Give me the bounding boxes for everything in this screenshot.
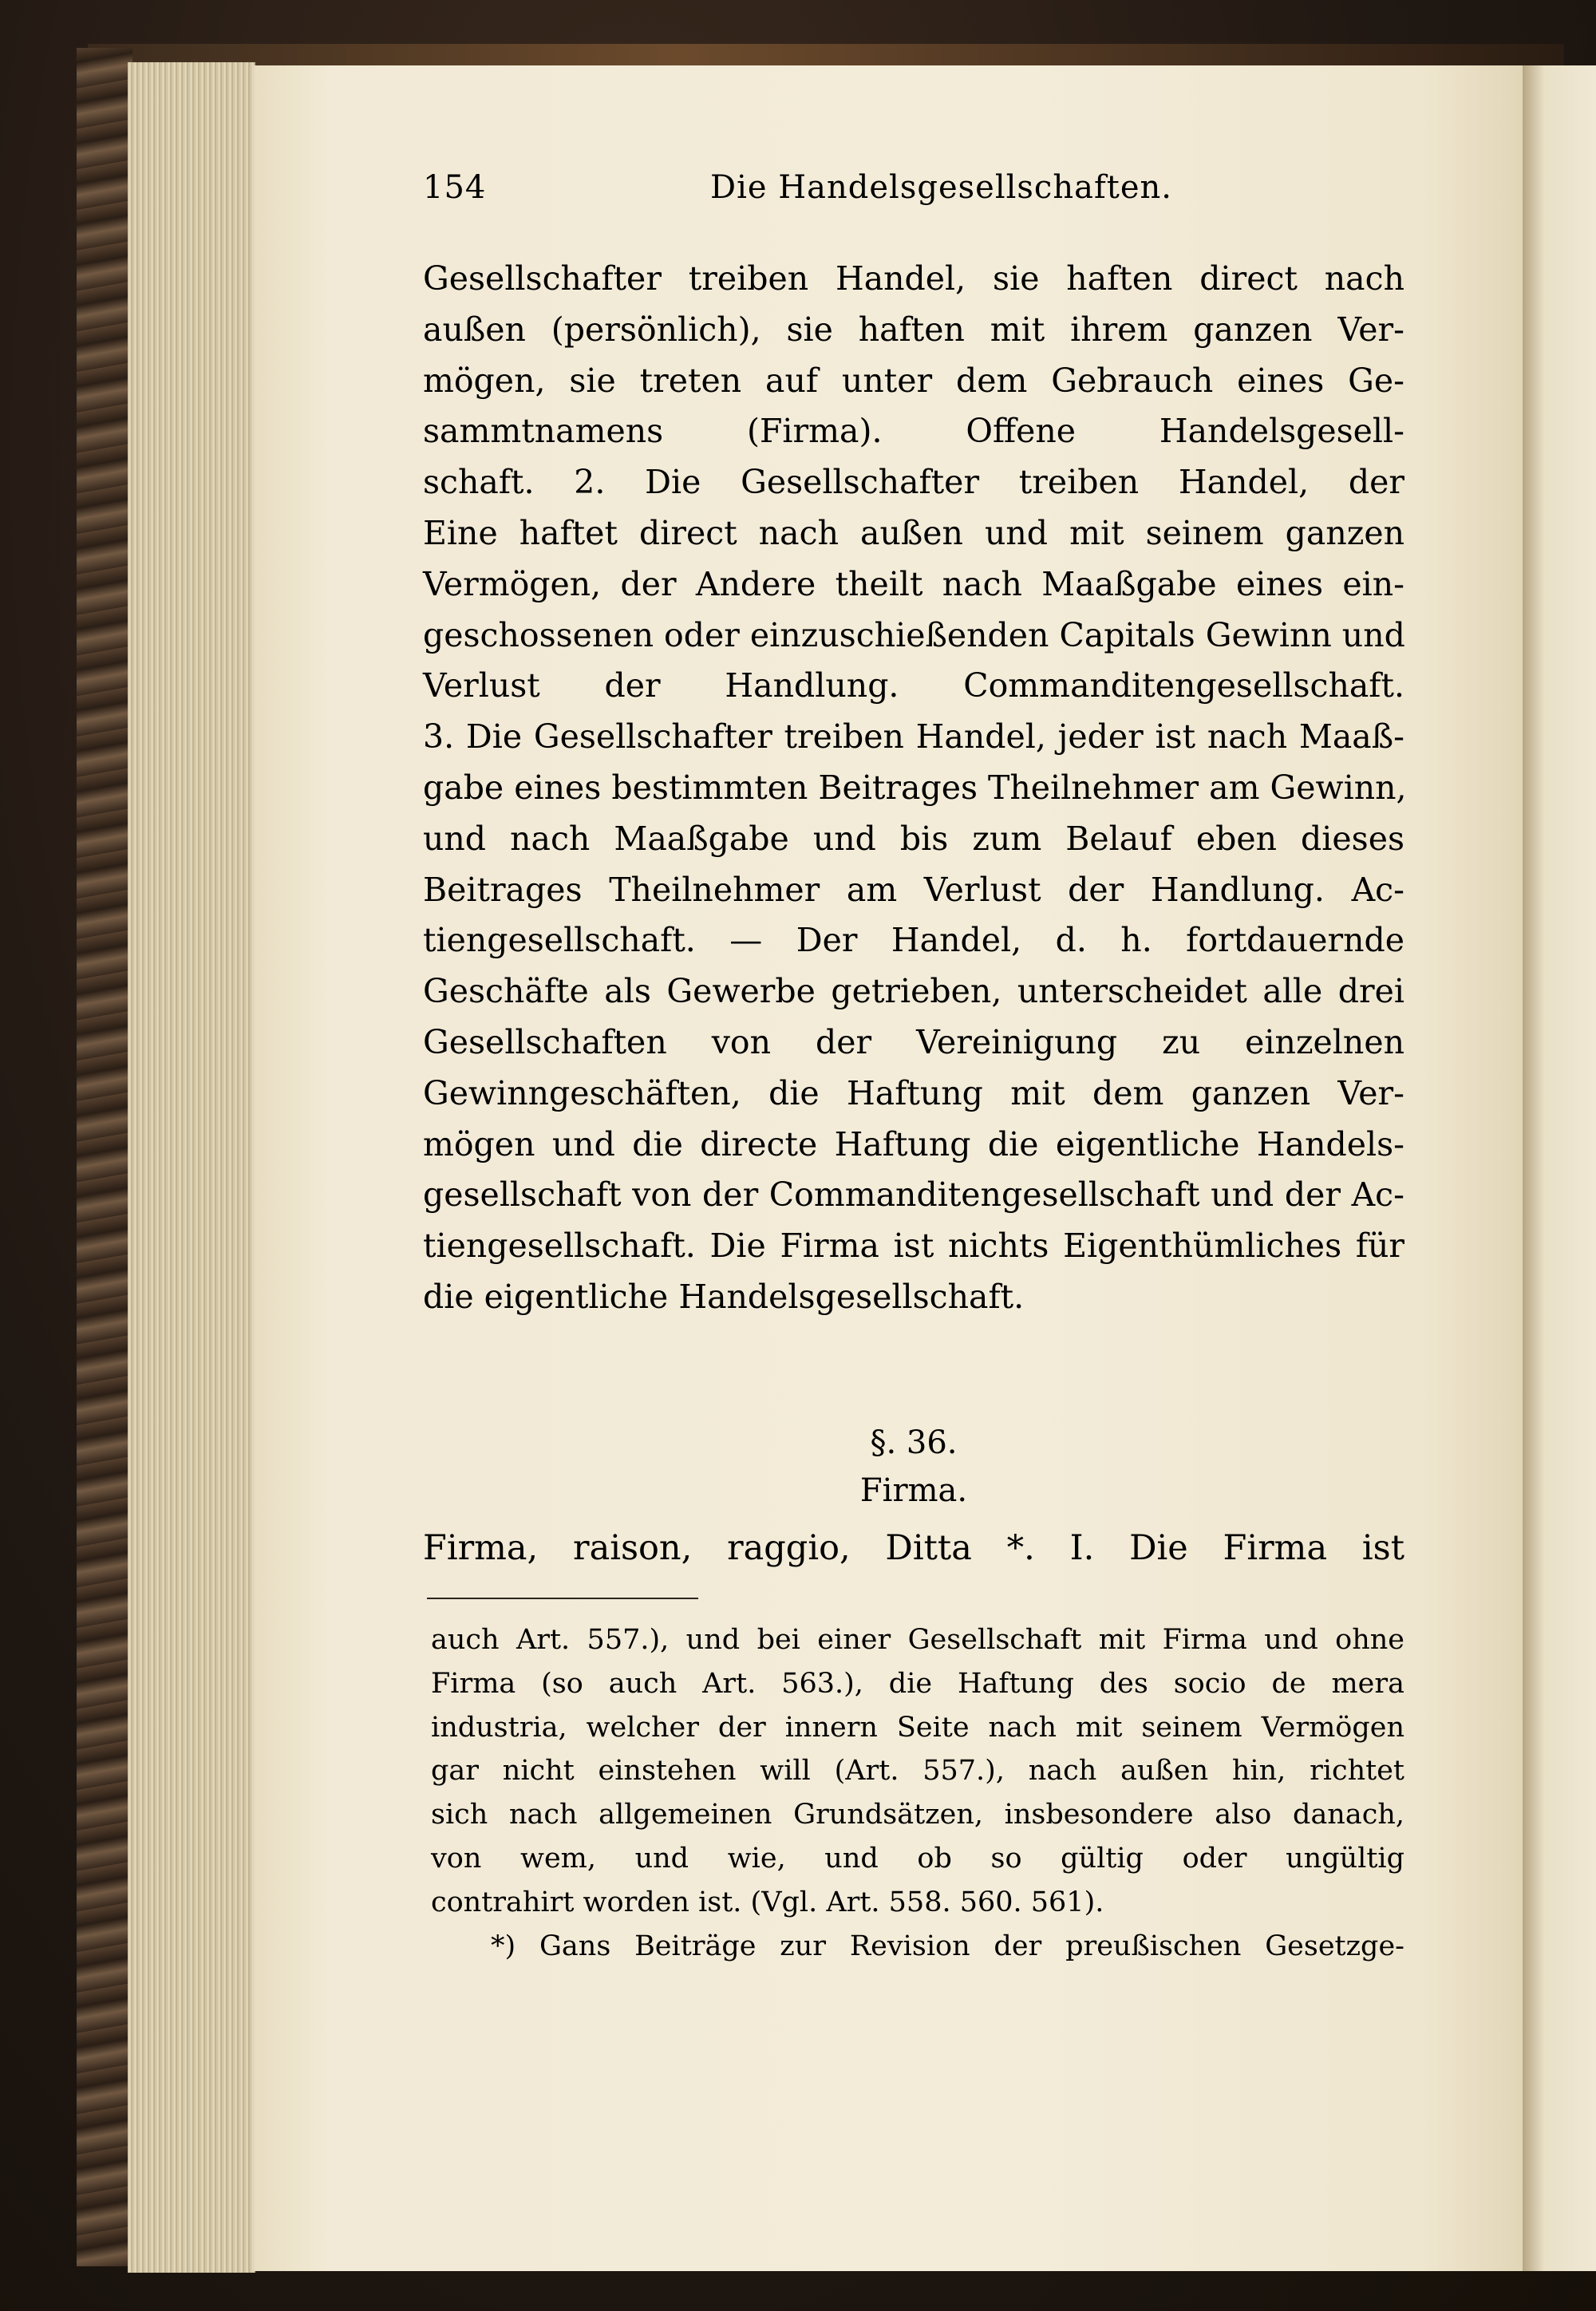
- text-line: geschossenen oder einzuschießenden Capitals Gewinn und: [423, 615, 1405, 654]
- running-head: [423, 169, 1404, 217]
- text-line: Eine haftet direct nach außen und mit seinem ganzen: [423, 513, 1404, 552]
- footnote-line: industria, welcher der innern Seite nach mit seinem Vermögen: [431, 1711, 1404, 1744]
- footnote-line: gar nicht einstehen will (Art. 557.), nach außen hin, richtet: [431, 1755, 1404, 1788]
- text-line: mögen, sie treten auf unter dem Gebrauch eines Ge-: [423, 361, 1404, 400]
- text-line: und nach Maaßgabe und bis zum Belauf eben dieses: [423, 819, 1404, 858]
- footnote-line: von wem, und wie, und ob so gültig oder ungültig: [431, 1842, 1404, 1874]
- page-number: 154: [423, 169, 487, 206]
- text-line: Beitrages Theilnehmer am Verlust der Handlung. Ac-: [423, 870, 1404, 909]
- section-first-line: Firma, raison, raggio, Ditta *. I. Die Firma ist: [423, 1528, 1404, 1568]
- text-line: außen (persönlich), sie haften mit ihrem ganzen Ver-: [423, 310, 1404, 349]
- text-line: die eigentliche Handelsgesellschaft.: [423, 1277, 1025, 1316]
- text-line: Vermögen, der Andere theilt nach Maaßgabe eines ein-: [423, 564, 1404, 603]
- footnote-rule: [427, 1598, 698, 1599]
- text-line: mögen und die directe Haftung die eigentliche Handels-: [423, 1124, 1404, 1163]
- page-leaf-edges: [128, 62, 255, 2273]
- marbled-cover-edge: [77, 48, 132, 2266]
- text-line: 3. Die Gesellschafter treiben Handel, jeder ist nach Maaß-: [423, 717, 1404, 757]
- footnote-line: sich nach allgemeinen Grundsätzen, insbesondere also danach,: [431, 1799, 1404, 1831]
- text-line: Verlust der Handlung. Commanditengesellschaft.: [423, 666, 1404, 705]
- footnote-line: contrahirt worden ist. (Vgl. Art. 558. 560. 561).: [431, 1886, 1104, 1918]
- text-line: tiengesellschaft. Die Firma ist nichts Eigenthümliches für: [423, 1227, 1404, 1266]
- main-text-block: [423, 254, 1407, 1323]
- text-line: sammtnamens (Firma). Offene Handelsgesell-: [423, 412, 1404, 451]
- text-line: Geschäfte als Gewerbe getrieben, unterscheidet alle drei: [423, 972, 1404, 1011]
- text-line: Gewinngeschäften, die Haftung mit dem ganzen Ver-: [423, 1073, 1404, 1112]
- footnote-line: *) Gans Beiträge zur Revision der preußischen Gesetzge-: [491, 1930, 1404, 1962]
- section-title: Firma.: [859, 1472, 968, 1509]
- footnotes-block: [431, 1618, 1404, 1968]
- text-line: gabe eines bestimmten Beitrages Theilnehmer am Gewinn,: [423, 768, 1407, 807]
- facing-page-edge: [1523, 65, 1596, 2271]
- footnote-line: Firma (so auch Art. 563.), die Haftung des socio de mera: [431, 1667, 1404, 1700]
- section-number: §. 36.: [870, 1424, 958, 1461]
- text-line: tiengesellschaft. — Der Handel, d. h. fortdauernde: [423, 921, 1404, 960]
- running-title: Die Handelsgesellschaften.: [710, 169, 1172, 206]
- text-line: gesellschaft von der Commanditengesellschaft und der Ac-: [423, 1175, 1404, 1215]
- footnote-line: auch Art. 557.), und bei einer Gesellschaft mit Firma und ohne: [431, 1624, 1404, 1656]
- text-line: schaft. 2. Die Gesellschafter treiben Handel, der: [423, 463, 1404, 502]
- text-line: Gesellschafter treiben Handel, sie haften direct nach: [423, 259, 1404, 298]
- text-line: Gesellschaften von der Vereinigung zu einzelnen: [423, 1022, 1404, 1061]
